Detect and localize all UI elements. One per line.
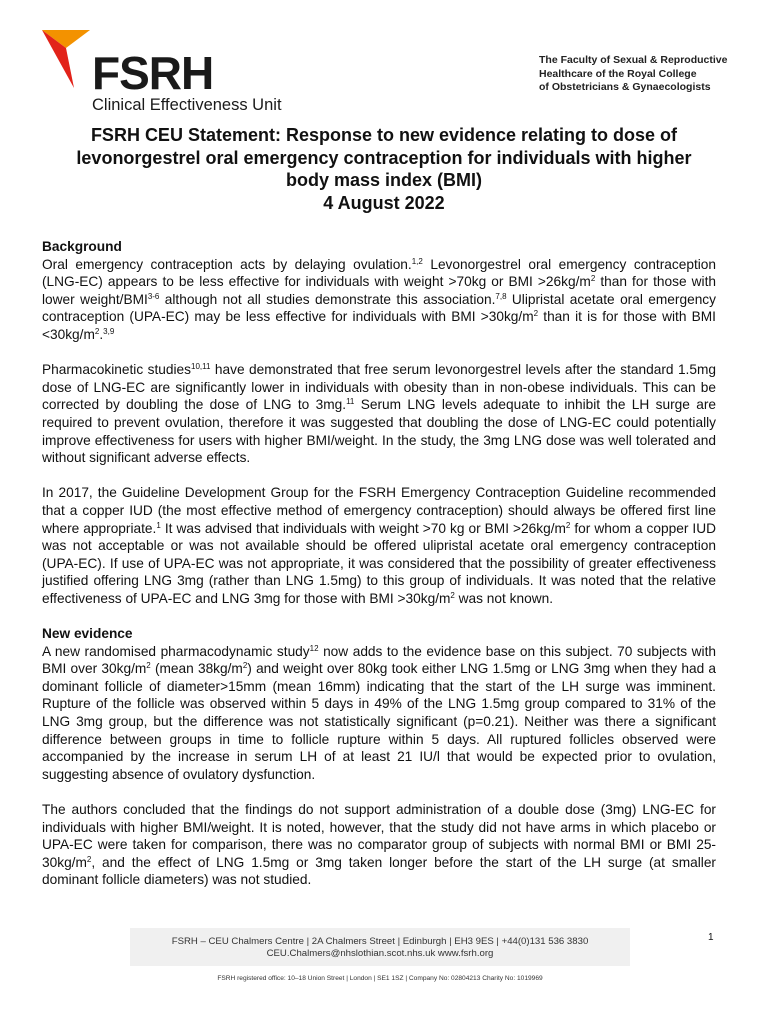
unit-name: Clinical Effectiveness Unit [92,96,282,114]
section-heading-background: Background [42,239,122,254]
reference-superscript: 3-6 [147,291,160,301]
fsrh-logo [42,30,312,116]
faculty-line: of Obstetricians & Gynaecologists [539,81,711,93]
unit-superscript: 2 [533,309,539,319]
footer-contact [130,936,630,960]
unit-superscript: 2 [86,854,92,864]
reference-superscript: 1,2 [411,256,423,266]
unit-superscript: 2 [590,274,596,284]
fsrh-logo-mark-icon [42,30,90,90]
paragraph: The authors concluded that the findings do not support administration of a double dose (3mg) LNG-EC for individuals with higher BMI/weight. It is noted, however, that the study did not have arms in which placebo or UPA-EC were taken for comparison, there was no comparator group of subjects with normal BMI or BMI $25-30kg/m^2$, and the effect of LNG 1.5mg or 3mg taken longer before the start of the LH surge (at smaller dominant follicle diameters) was not studied. [42,802,716,888]
paragraph: In 2017, the Guideline Development Group for the FSRH Emergency Contraception Guideline recommended that a copper IUD (the most effective method of emergency contraception) should always be offered first line where appropriate.$^1$ It was advised that individuals with weight >70 kg or BMI $>26kg/m^2$ for whom a copper IUD was not acceptable or was not available should be offered ulipristal acetate oral emergency contraception (UPA-EC). If use of UPA-EC was not appropriate, it was considered that the possibility of greater effectiveness justified offering LNG 3mg (rather than LNG 1.5mg) to this group of individuals. It was noted that the relative effectiveness of UPA-EC and LNG 3mg for those with BMI $>30kg/m^2$ was not known. [42,485,716,606]
unit-superscript: 2 [450,590,455,600]
title-line: body mass index (BMI) [285,170,483,190]
footer-registered-office: FSRH registered office: 10–18 Union Street | London | SE1 1SZ | Company No: 02804213 Charity No: 1019969 [217,975,543,982]
paragraph: Pharmacokinetic studies$^{10,11}$ have demonstrated that free serum levonorgestrel levels after the standard 1.5mg dose of LNG-EC are significantly lower in individuals with obesity than in non-obese individuals. This can be corrected by doubling the dose of LNG to 3mg.$^{11}$ Serum LNG levels adequate to inhibit the LH surge are required to prevent ovulation, therefore it was suggested that doubling the dose of LNG-EC could potentially improve effectiveness for users with higher BMI/weight. In the study, the 3mg LNG dose was well tolerated and without significant adverse effects. [42,362,716,466]
faculty-name [539,54,739,95]
unit-superscript: 2 [242,661,248,671]
unit-superscript: 2 [94,326,100,336]
reference-superscript: 11 [346,397,355,407]
footer-address: FSRH – CEU Chalmers Centre | 2A Chalmers Street | Edinburgh | EH3 9ES | +44(0)131 536 3830 [171,936,589,947]
document-body [42,238,716,907]
title-line: levonorgestrel oral emergency contraception for individuals with higher [76,147,692,168]
unit-superscript: 2 [146,661,151,671]
logo-wordmark: FSRH [92,47,214,99]
paragraph: Oral emergency contraception acts by delaying ovulation.$^{1,2}$ Levonorgestrel oral emergency contraception (LNG-EC) appears to be less effective for individuals with weight >70kg or BMI $>26kg/m^2$ than for those with lower weight/BMI$^{3-6}$ although not all studies demonstrate this association.$^{7,8}$ Ulipristal acetate oral emergency contraception (UPA-EC) may be less effective for individuals with BMI $>30kg/m^2$ than it is for those with BMI $<30kg/m^2.^{3,9}$ [42,256,717,342]
reference-superscript: 1 [156,520,161,530]
reference-superscript: 10,11 [191,362,211,372]
reference-superscript: 7,8 [495,291,507,301]
page-number: 1 [708,932,714,943]
footer-email-web: CEU.Chalmers@nhslothian.scot.nhs.uk www.fsrh.org [266,948,494,959]
reference-superscript: 3,9 [103,326,115,336]
reference-superscript: 12 [309,643,319,653]
faculty-line: Healthcare of the Royal College [539,67,697,80]
statement-date: 4 August 2022 [323,192,445,213]
unit-superscript: 2 [565,520,571,530]
paragraph: A new randomised pharmacodynamic study$^{12}$ now adds to the evidence base on this subject. 70 subjects with BMI over $30kg/m^2$ (mean $38kg/m^2$) and weight over 80kg took either LNG 1.5mg or LNG 3mg when they had a dominant follicle of diameter>15mm (mean 16mm) indicating that the start of the LH surge was imminent. Rupture of the follicle was observed within 5 days in 49% of the LNG 1.5mg group compared to 31% of the LNG 3mg group, but the difference was not statistically significant (p=0.21). Neither was there a significant difference between groups in time to follicle rupture within 5 days. All ruptured follicles observed were accompanied by the increase in serum LH of at least 21 IU/l that would be expected prior to ovulation, suggesting absence of ovulatory dysfunction. [42,643,717,782]
faculty-line: The Faculty of Sexual & Reproductive [539,54,728,66]
section-heading-new-evidence: New evidence [42,626,133,642]
statement-title [40,124,728,214]
title-line: FSRH CEU Statement: Response to new evidence relating to dose of [90,125,678,145]
